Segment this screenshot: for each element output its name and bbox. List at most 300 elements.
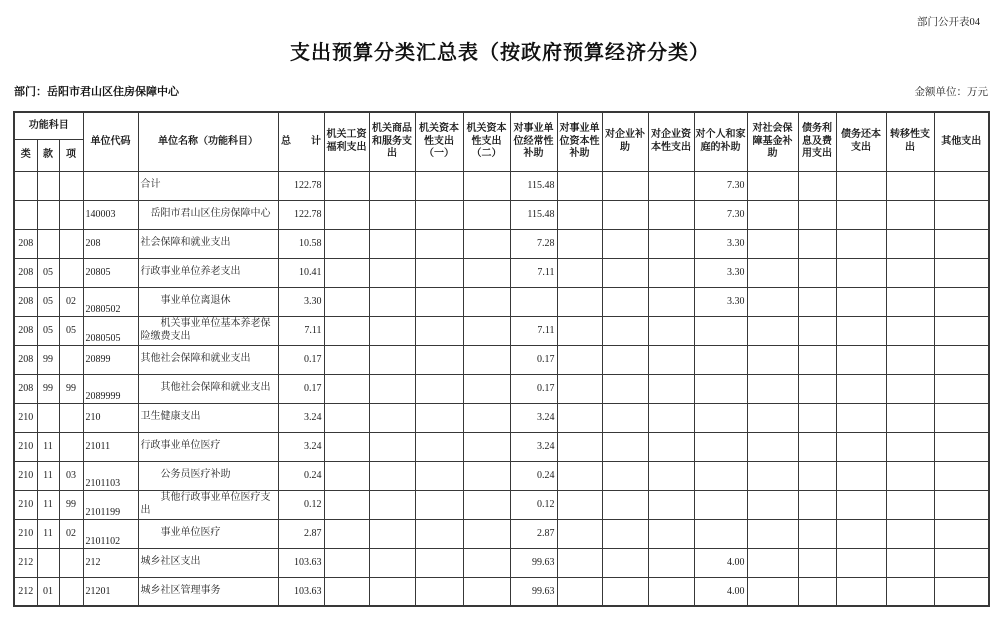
cell-econ-2: [415, 374, 463, 403]
cell-func-lei: 210: [14, 490, 37, 519]
cell-econ-1: [369, 577, 415, 606]
cell-econ-4: 115.48: [510, 171, 557, 200]
cell-total: 103.63: [278, 577, 324, 606]
cell-unit-name: 机关事业单位基本养老保险缴费支出: [138, 316, 278, 345]
cell-econ-0: [324, 432, 369, 461]
cell-econ-0: [324, 345, 369, 374]
cell-func-lei: [14, 200, 37, 229]
cell-econ-2: [415, 345, 463, 374]
cell-econ-5: [557, 577, 602, 606]
cell-econ-12: [886, 490, 934, 519]
cell-func-lei: 208: [14, 345, 37, 374]
cell-econ-11: [836, 461, 886, 490]
cell-func-lei: 210: [14, 519, 37, 548]
cell-econ-6: [602, 403, 648, 432]
cell-econ-6: [602, 200, 648, 229]
cell-econ-0: [324, 229, 369, 258]
cell-unit-name: 社会保障和就业支出: [138, 229, 278, 258]
cell-econ-2: [415, 171, 463, 200]
cell-func-kuan: 11: [37, 519, 59, 548]
cell-econ-8: [694, 345, 747, 374]
cell-func-kuan: [37, 200, 59, 229]
cell-func-xiang: 02: [59, 519, 83, 548]
table-row: [14, 548, 989, 577]
table-row: [14, 374, 989, 403]
cell-econ-9: [747, 229, 798, 258]
budget-table: [13, 111, 990, 607]
cell-econ-5: [557, 287, 602, 316]
cell-econ-6: [602, 432, 648, 461]
cell-econ-10: [798, 200, 836, 229]
cell-econ-4: 3.24: [510, 403, 557, 432]
cell-func-xiang: [59, 432, 83, 461]
cell-econ-9: [747, 577, 798, 606]
cell-econ-11: [836, 229, 886, 258]
cell-econ-2: [415, 519, 463, 548]
header-econ-13: 其他支出: [934, 112, 989, 171]
cell-econ-1: [369, 287, 415, 316]
table-body: [14, 171, 989, 606]
cell-econ-8: 4.00: [694, 577, 747, 606]
cell-econ-3: [463, 171, 510, 200]
cell-econ-7: [648, 374, 694, 403]
cell-econ-9: [747, 171, 798, 200]
cell-econ-11: [836, 548, 886, 577]
cell-econ-10: [798, 287, 836, 316]
header-econ-12: 转移性支出: [886, 112, 934, 171]
cell-econ-7: [648, 519, 694, 548]
cell-econ-1: [369, 490, 415, 519]
cell-func-xiang: [59, 403, 83, 432]
cell-econ-8: [694, 403, 747, 432]
cell-econ-5: [557, 345, 602, 374]
cell-econ-7: [648, 229, 694, 258]
cell-unit-name: 事业单位医疗: [138, 519, 278, 548]
cell-func-lei: 208: [14, 316, 37, 345]
cell-func-kuan: 11: [37, 461, 59, 490]
cell-econ-2: [415, 461, 463, 490]
cell-econ-4: 0.17: [510, 345, 557, 374]
cell-econ-13: [934, 461, 989, 490]
cell-econ-4: 2.87: [510, 519, 557, 548]
cell-econ-8: 3.30: [694, 287, 747, 316]
cell-econ-12: [886, 461, 934, 490]
cell-econ-9: [747, 461, 798, 490]
cell-econ-6: [602, 287, 648, 316]
cell-unit-code: 2080505: [83, 316, 138, 345]
cell-econ-9: [747, 374, 798, 403]
cell-econ-4: 7.28: [510, 229, 557, 258]
cell-econ-10: [798, 519, 836, 548]
header-econ-2: 机关资本性支出（一）: [415, 112, 463, 171]
cell-econ-13: [934, 432, 989, 461]
header-econ-1: 机关商品和服务支出: [369, 112, 415, 171]
cell-econ-7: [648, 258, 694, 287]
cell-econ-13: [934, 200, 989, 229]
cell-econ-10: [798, 461, 836, 490]
cell-econ-5: [557, 316, 602, 345]
cell-econ-12: [886, 577, 934, 606]
cell-total: 0.17: [278, 345, 324, 374]
cell-econ-5: [557, 461, 602, 490]
cell-econ-2: [415, 490, 463, 519]
cell-total: 0.12: [278, 490, 324, 519]
cell-unit-code: 212: [83, 548, 138, 577]
cell-econ-9: [747, 258, 798, 287]
table-row: [14, 432, 989, 461]
cell-econ-3: [463, 461, 510, 490]
cell-econ-13: [934, 374, 989, 403]
cell-econ-0: [324, 403, 369, 432]
cell-econ-6: [602, 519, 648, 548]
cell-econ-2: [415, 200, 463, 229]
header-unit-code: 单位代码: [83, 112, 138, 171]
cell-econ-6: [602, 345, 648, 374]
cell-econ-7: [648, 432, 694, 461]
cell-econ-6: [602, 490, 648, 519]
cell-econ-13: [934, 577, 989, 606]
cell-econ-1: [369, 200, 415, 229]
cell-econ-13: [934, 316, 989, 345]
cell-econ-11: [836, 519, 886, 548]
department-label: 部门：岳阳市君山区住房保障中心: [14, 86, 179, 98]
cell-func-xiang: [59, 548, 83, 577]
cell-econ-7: [648, 316, 694, 345]
cell-econ-3: [463, 229, 510, 258]
cell-func-lei: 210: [14, 432, 37, 461]
cell-func-kuan: 05: [37, 287, 59, 316]
cell-econ-6: [602, 229, 648, 258]
cell-econ-11: [836, 345, 886, 374]
cell-func-lei: 208: [14, 287, 37, 316]
cell-func-lei: 208: [14, 374, 37, 403]
cell-unit-name: 其他行政事业单位医疗支出: [138, 490, 278, 519]
cell-econ-6: [602, 461, 648, 490]
cell-econ-3: [463, 345, 510, 374]
cell-func-kuan: [37, 171, 59, 200]
cell-econ-1: [369, 374, 415, 403]
cell-econ-9: [747, 403, 798, 432]
cell-total: 10.58: [278, 229, 324, 258]
cell-econ-9: [747, 287, 798, 316]
cell-unit-code: 2089999: [83, 374, 138, 403]
cell-econ-4: 3.24: [510, 432, 557, 461]
table-row: [14, 490, 989, 519]
cell-econ-3: [463, 287, 510, 316]
cell-func-lei: 208: [14, 258, 37, 287]
cell-func-lei: 212: [14, 548, 37, 577]
header-func-xiang: 项: [59, 139, 83, 171]
cell-total: 3.24: [278, 432, 324, 461]
header-econ-10: 债务利息及费用支出: [798, 112, 836, 171]
cell-econ-5: [557, 548, 602, 577]
cell-total: 0.17: [278, 374, 324, 403]
cell-econ-2: [415, 577, 463, 606]
cell-econ-6: [602, 171, 648, 200]
cell-econ-2: [415, 229, 463, 258]
cell-econ-13: [934, 403, 989, 432]
table-row: [14, 258, 989, 287]
cell-econ-13: [934, 490, 989, 519]
cell-unit-name: 事业单位离退休: [138, 287, 278, 316]
cell-econ-12: [886, 258, 934, 287]
cell-unit-code: 2101199: [83, 490, 138, 519]
cell-econ-7: [648, 490, 694, 519]
cell-econ-11: [836, 171, 886, 200]
cell-total: 7.11: [278, 316, 324, 345]
cell-econ-5: [557, 229, 602, 258]
cell-econ-0: [324, 490, 369, 519]
cell-func-xiang: 99: [59, 374, 83, 403]
table-row: [14, 171, 989, 200]
cell-econ-3: [463, 519, 510, 548]
cell-econ-7: [648, 171, 694, 200]
cell-func-xiang: 05: [59, 316, 83, 345]
cell-func-lei: 212: [14, 577, 37, 606]
cell-econ-6: [602, 548, 648, 577]
header-econ-7: 对企业资本性支出: [648, 112, 694, 171]
header-econ-8: 对个人和家庭的补助: [694, 112, 747, 171]
cell-func-kuan: 99: [37, 345, 59, 374]
table-row: [14, 287, 989, 316]
cell-econ-11: [836, 200, 886, 229]
header-unit-name: 单位名称（功能科目）: [138, 112, 278, 171]
cell-econ-8: [694, 461, 747, 490]
cell-econ-8: 4.00: [694, 548, 747, 577]
cell-unit-code: 21011: [83, 432, 138, 461]
cell-econ-1: [369, 229, 415, 258]
table-row: [14, 461, 989, 490]
cell-econ-10: [798, 258, 836, 287]
cell-econ-0: [324, 171, 369, 200]
cell-econ-8: [694, 490, 747, 519]
cell-econ-0: [324, 374, 369, 403]
cell-func-xiang: 99: [59, 490, 83, 519]
cell-total: 0.24: [278, 461, 324, 490]
cell-econ-2: [415, 432, 463, 461]
cell-econ-8: [694, 316, 747, 345]
table-row: [14, 200, 989, 229]
cell-econ-11: [836, 258, 886, 287]
amount-unit-label: 金额单位：万元: [914, 87, 988, 98]
cell-func-xiang: [59, 345, 83, 374]
cell-unit-name: 合计: [138, 171, 278, 200]
cell-econ-12: [886, 200, 934, 229]
cell-econ-1: [369, 548, 415, 577]
cell-func-lei: [14, 171, 37, 200]
cell-econ-1: [369, 403, 415, 432]
cell-unit-name: 行政事业单位医疗: [138, 432, 278, 461]
cell-econ-11: [836, 287, 886, 316]
cell-econ-10: [798, 432, 836, 461]
cell-econ-8: [694, 519, 747, 548]
cell-econ-5: [557, 432, 602, 461]
cell-unit-name: 公务员医疗补助: [138, 461, 278, 490]
cell-unit-code: 210: [83, 403, 138, 432]
table-row: [14, 519, 989, 548]
cell-econ-1: [369, 461, 415, 490]
cell-unit-code: 2080502: [83, 287, 138, 316]
cell-func-xiang: [59, 200, 83, 229]
cell-econ-3: [463, 490, 510, 519]
cell-econ-0: [324, 316, 369, 345]
cell-func-xiang: [59, 171, 83, 200]
doc-sheet-label: 部门公开表04: [917, 17, 980, 28]
cell-func-kuan: [37, 548, 59, 577]
cell-econ-11: [836, 403, 886, 432]
cell-econ-2: [415, 258, 463, 287]
cell-econ-12: [886, 548, 934, 577]
cell-econ-7: [648, 577, 694, 606]
header-econ-9: 对社会保障基金补助: [747, 112, 798, 171]
cell-total: 3.24: [278, 403, 324, 432]
cell-econ-13: [934, 229, 989, 258]
cell-econ-2: [415, 316, 463, 345]
cell-econ-1: [369, 316, 415, 345]
cell-total: 103.63: [278, 548, 324, 577]
cell-func-kuan: 11: [37, 490, 59, 519]
cell-econ-9: [747, 345, 798, 374]
cell-econ-10: [798, 403, 836, 432]
cell-unit-code: 21201: [83, 577, 138, 606]
cell-econ-1: [369, 519, 415, 548]
cell-func-kuan: 11: [37, 432, 59, 461]
cell-econ-4: 0.24: [510, 461, 557, 490]
cell-econ-9: [747, 548, 798, 577]
cell-econ-6: [602, 258, 648, 287]
cell-econ-1: [369, 432, 415, 461]
cell-econ-0: [324, 577, 369, 606]
cell-unit-name: 其他社会保障和就业支出: [138, 345, 278, 374]
cell-econ-4: 0.17: [510, 374, 557, 403]
cell-func-lei: 210: [14, 461, 37, 490]
cell-unit-name: 卫生健康支出: [138, 403, 278, 432]
table-row: [14, 229, 989, 258]
cell-econ-13: [934, 345, 989, 374]
cell-unit-name: 城乡社区管理事务: [138, 577, 278, 606]
cell-unit-name: 城乡社区支出: [138, 548, 278, 577]
cell-unit-code: [83, 171, 138, 200]
cell-econ-3: [463, 432, 510, 461]
cell-econ-10: [798, 171, 836, 200]
cell-unit-code: 20899: [83, 345, 138, 374]
cell-econ-7: [648, 461, 694, 490]
table-row: [14, 403, 989, 432]
cell-func-kuan: 05: [37, 316, 59, 345]
cell-total: 3.30: [278, 287, 324, 316]
cell-econ-10: [798, 229, 836, 258]
cell-func-kuan: [37, 403, 59, 432]
cell-econ-10: [798, 374, 836, 403]
header-econ-0: 机关工资福利支出: [324, 112, 369, 171]
cell-econ-13: [934, 258, 989, 287]
header-econ-5: 对事业单位资本性补助: [557, 112, 602, 171]
cell-econ-1: [369, 258, 415, 287]
cell-econ-5: [557, 519, 602, 548]
cell-unit-code: 140003: [83, 200, 138, 229]
cell-func-xiang: 02: [59, 287, 83, 316]
cell-econ-7: [648, 345, 694, 374]
cell-econ-4: [510, 287, 557, 316]
cell-econ-4: 99.63: [510, 548, 557, 577]
cell-func-kuan: 99: [37, 374, 59, 403]
cell-econ-11: [836, 577, 886, 606]
cell-econ-3: [463, 316, 510, 345]
cell-func-xiang: [59, 229, 83, 258]
cell-econ-13: [934, 548, 989, 577]
cell-econ-6: [602, 374, 648, 403]
cell-econ-4: 115.48: [510, 200, 557, 229]
cell-econ-9: [747, 490, 798, 519]
cell-unit-code: 2101102: [83, 519, 138, 548]
cell-unit-name: 其他社会保障和就业支出: [138, 374, 278, 403]
cell-econ-5: [557, 403, 602, 432]
cell-econ-8: 7.30: [694, 171, 747, 200]
cell-econ-2: [415, 287, 463, 316]
table-row: [14, 316, 989, 345]
cell-econ-12: [886, 519, 934, 548]
cell-econ-3: [463, 548, 510, 577]
cell-econ-8: 3.30: [694, 258, 747, 287]
cell-econ-7: [648, 287, 694, 316]
header-econ-4: 对事业单位经常性补助: [510, 112, 557, 171]
cell-econ-7: [648, 548, 694, 577]
cell-econ-7: [648, 200, 694, 229]
cell-econ-9: [747, 519, 798, 548]
cell-econ-10: [798, 316, 836, 345]
cell-econ-8: [694, 432, 747, 461]
cell-econ-10: [798, 548, 836, 577]
header-func-kuan: 款: [37, 139, 59, 171]
cell-econ-7: [648, 403, 694, 432]
cell-econ-13: [934, 287, 989, 316]
cell-func-kuan: 05: [37, 258, 59, 287]
cell-unit-code: 208: [83, 229, 138, 258]
cell-econ-9: [747, 316, 798, 345]
cell-econ-12: [886, 316, 934, 345]
cell-econ-13: [934, 519, 989, 548]
cell-total: 122.78: [278, 171, 324, 200]
cell-econ-5: [557, 200, 602, 229]
cell-econ-3: [463, 258, 510, 287]
table-row: [14, 577, 989, 606]
cell-func-xiang: [59, 258, 83, 287]
cell-unit-code: 20805: [83, 258, 138, 287]
cell-econ-6: [602, 316, 648, 345]
cell-econ-10: [798, 577, 836, 606]
cell-econ-5: [557, 374, 602, 403]
cell-econ-11: [836, 432, 886, 461]
cell-econ-4: 7.11: [510, 316, 557, 345]
cell-func-lei: 210: [14, 403, 37, 432]
cell-econ-4: 0.12: [510, 490, 557, 519]
cell-econ-2: [415, 548, 463, 577]
header-func-group: 功能科目: [14, 112, 83, 139]
cell-unit-name: 岳阳市君山区住房保障中心: [138, 200, 278, 229]
header-total: 总 计: [278, 112, 324, 171]
cell-total: 10.41: [278, 258, 324, 287]
cell-econ-12: [886, 171, 934, 200]
cell-econ-0: [324, 200, 369, 229]
cell-econ-3: [463, 200, 510, 229]
cell-econ-8: 7.30: [694, 200, 747, 229]
cell-econ-9: [747, 200, 798, 229]
header-func-lei: 类: [14, 139, 37, 171]
cell-econ-10: [798, 490, 836, 519]
cell-econ-12: [886, 403, 934, 432]
table-row: [14, 345, 989, 374]
cell-econ-5: [557, 258, 602, 287]
